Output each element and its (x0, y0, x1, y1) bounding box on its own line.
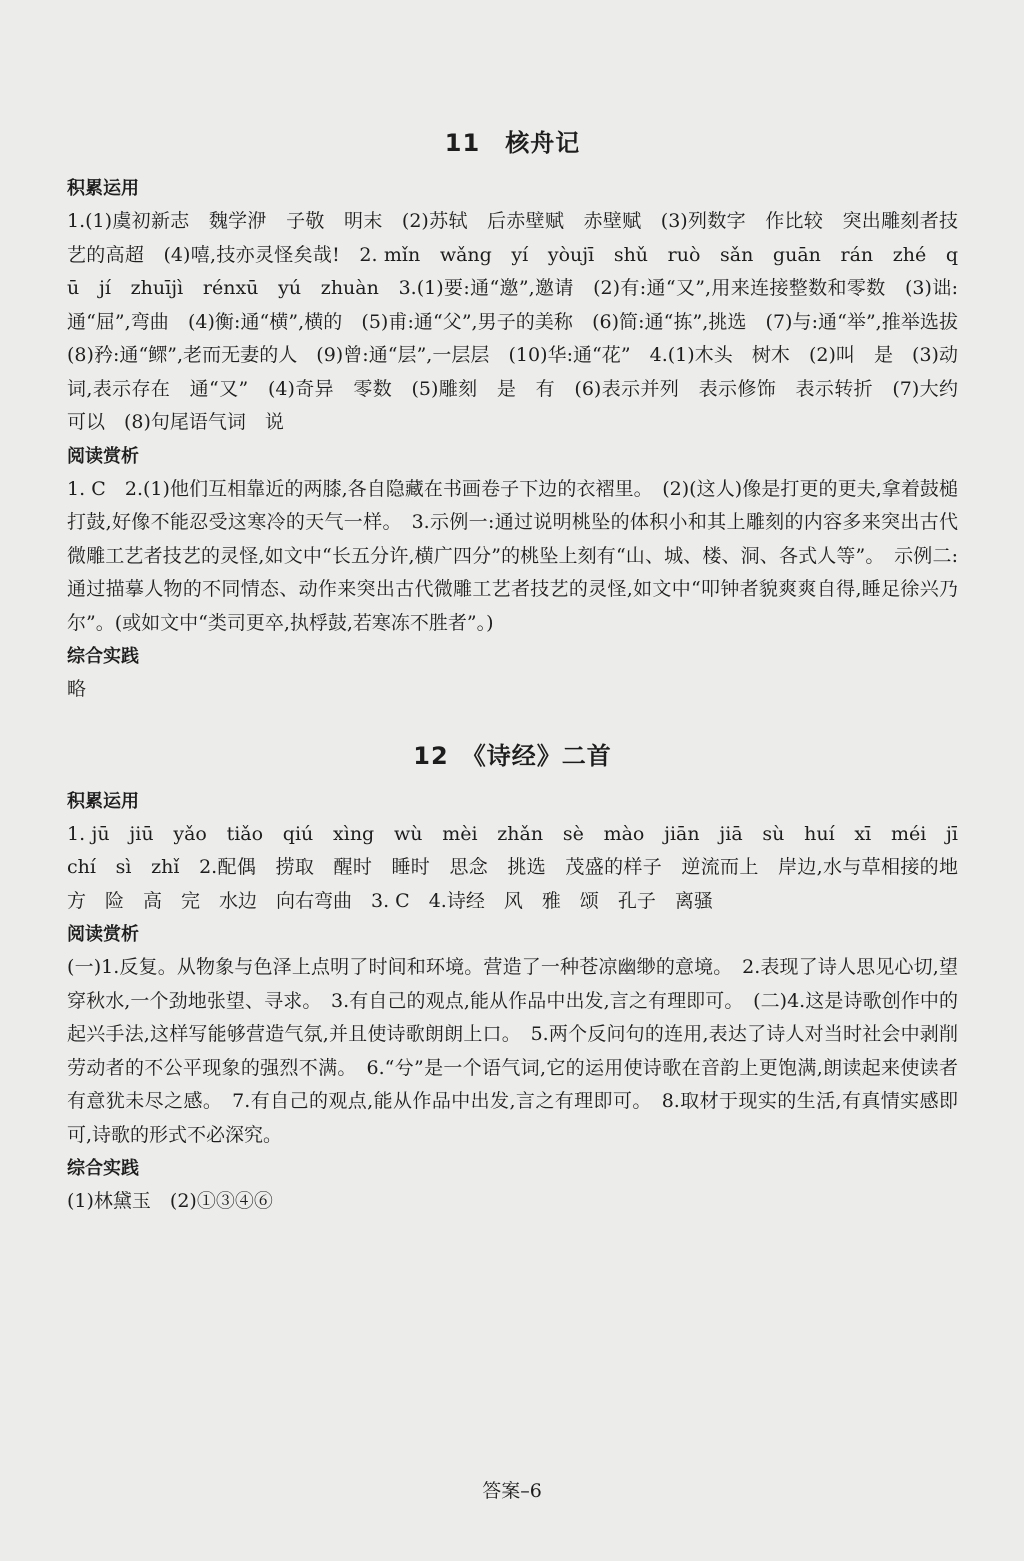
lesson-11-practice-heading: 综合实践 (67, 646, 139, 667)
page-number: 答案–6 (482, 1480, 542, 1502)
lesson-12-reading-answers: (一)1.反复。从物象与色泽上点明了时间和环境。营造了一种苍凉幽缈的意境。 2.表现了诗人思见心切,望穿秋水,一个劲地张望、寻求。 3.有自己的观点,能从作品中出发,言之有理即可。 (二)4.这是诗歌创作中的起兴手法,这样写能够营造气氛,并且使诗歌朗朗上口。 5.两个反问句的连用,表达了诗人对当时社会中剥削劳动者的不公平现象的强烈不满。 6.“兮”是一个语气词,它的运用使诗歌在音韵上更饱满,朗读起来使读者有意犹未尽之感。 7.有自己的观点,能从作品中出发,言之有理即可。 8.取材于现实的生活,有真情实感即可,诗歌的形式不必深究。 (67, 956, 958, 1146)
lesson-12-practice-answers: (1)林黛玉 (2)①③④⑥ (67, 1190, 273, 1212)
lesson-12-title: 12 《诗经》二首 (413, 741, 612, 770)
lesson-11-accumulation-heading: 积累运用 (67, 178, 139, 199)
lesson-12-accumulation-answers: 1. jū jiū yǎo tiǎo qiú xìng wù mèi zhǎn sè mào jiān jiā sù huí xī méi jī chí sì zhǐ 2.配偶 捞取 醒时 睡时 思念 挑选 茂盛的样子 逆流而上 岸边,水与草相接的地方 险 高 完 水边 向右弯曲 3. C 4.诗经 风 雅 颂 孔子 离骚 (67, 822, 978, 912)
lesson-11-reading-answers: 1. C 2.(1)他们互相靠近的两膝,各自隐藏在书画卷子下边的衣褶里。 (2)(这人)像是打更的更夫,拿着鼓槌打鼓,好像不能忍受这寒冷的天气一样。 3.示例一:通过说明桃坠的体积小和其上雕刻的内容多来突出古代微雕工艺者技艺的灵怪,如文中“长五分许,横广四分”的桃坠上刻有“山、城、楼、洞、各式人等”。 示例二:通过描摹人物的不同情态、动作来突出古代微雕工艺者技艺的灵怪,如文中“叩钟者貌爽爽自得,睡足徐兴乃尔”。(或如文中“类司更卒,执桴鼓,若寒冻不胜者”。) (67, 477, 958, 634)
lesson-12-accumulation-heading: 积累运用 (67, 790, 139, 812)
lesson-12-practice-heading: 综合实践 (67, 1158, 139, 1179)
lesson-11-title: 11 核舟记 (444, 129, 581, 157)
lesson-11-reading-heading: 阅读赏析 (67, 445, 139, 467)
lesson-11-practice-answers: 略 (67, 678, 87, 700)
lesson-12-reading-heading: 阅读赏析 (67, 924, 139, 945)
lesson-11-accumulation-answers: 1.(1)虞初新志 魏学洢 子敬 明末 (2)苏轼 后赤壁赋 赤壁赋 (3)列数字 作比较 突出雕刻者技艺的高超 (4)嘻,技亦灵怪矣哉! 2. mǐn wǎng yí yòujī shǔ ruò sǎn guān rán zhé qū jí zhuījì rénxū yú zhuàn 3.(1)要:通“邀”,邀请 (2)有:通“又”,用来连接整数和零数 (3)诎:通“屈”,弯曲 (4)衡:通“横”,横的 (5)甫:通“父”,男子的美称 (6)简:通“拣”,挑选 (7)与:通“举”,推举选拔 (8)矜:通“鳏”,老而无妻的人 (9)曾:通“层”,一层层 (10)华:通“花” 4.(1)木头 树木 (2)叫 是 (3)动词,表示存在 通“又” (4)奇异 零数 (5)雕刻 是 有 (6)表示并列 表示修饰 表示转折 (7)大约 可以 (8)句尾语气词 说 (67, 210, 978, 433)
